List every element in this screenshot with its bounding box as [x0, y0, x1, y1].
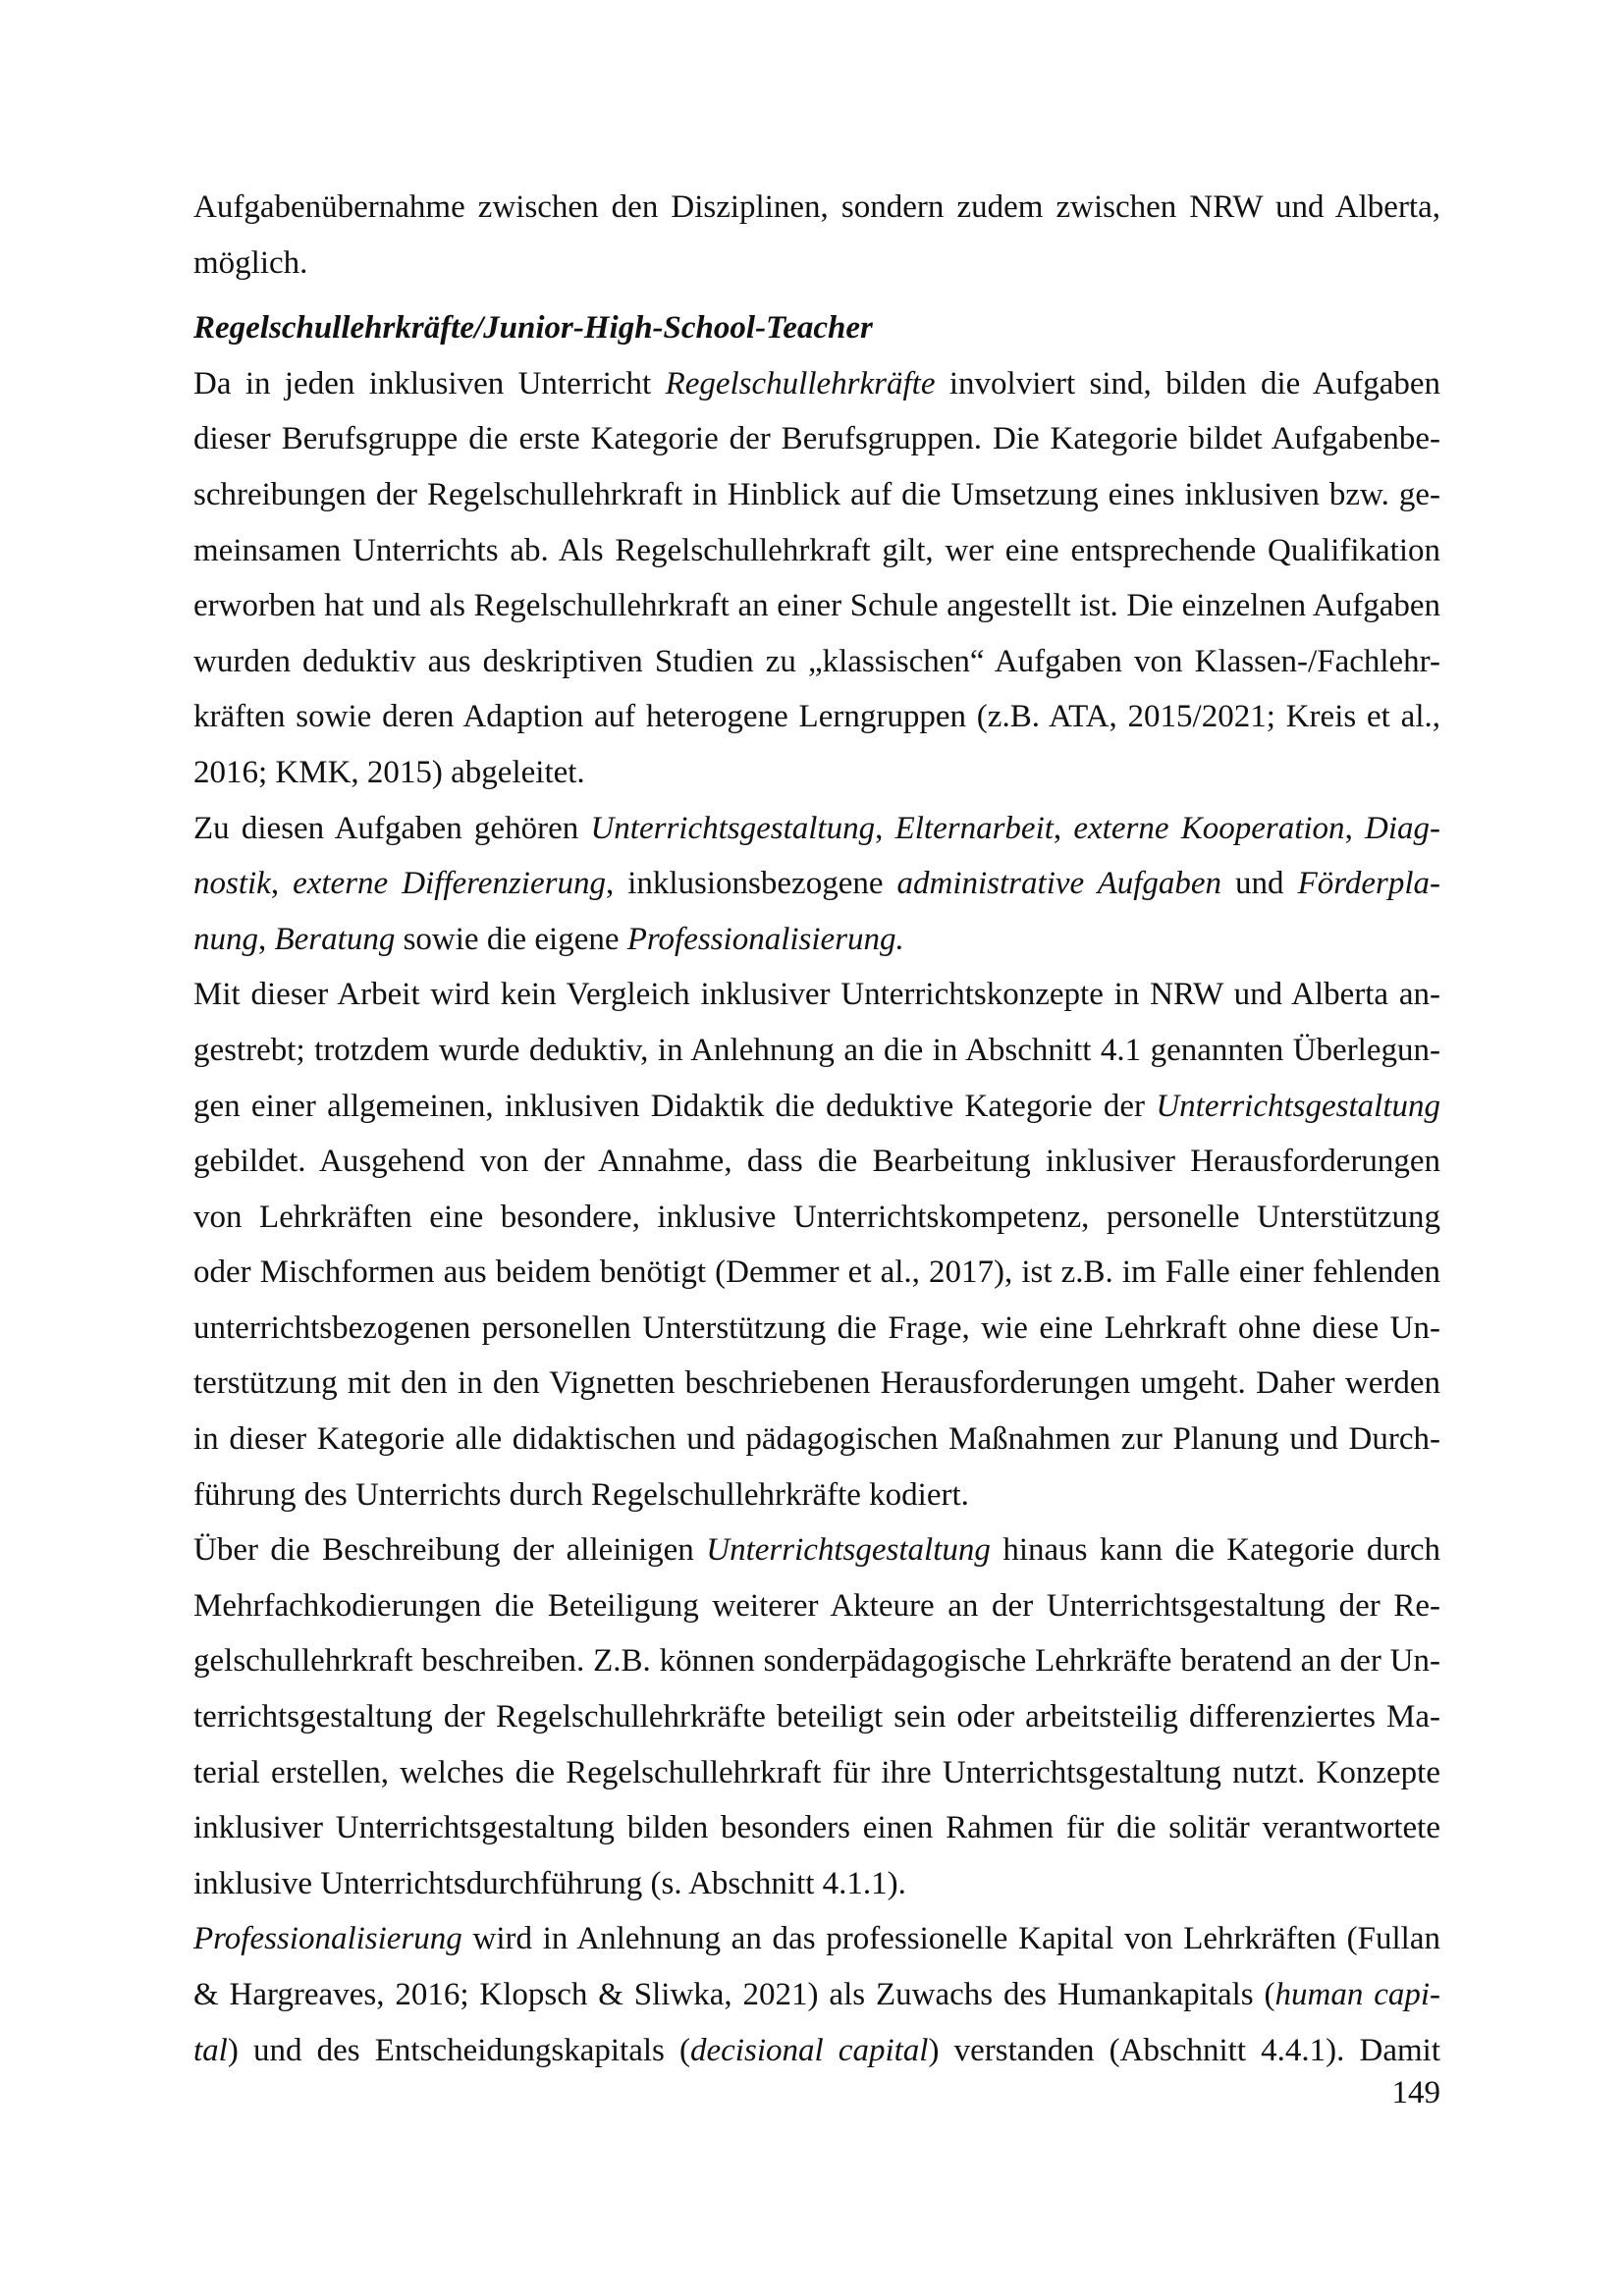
text-line: terstützung mit den in den Vignetten beschriebenen Herausforderungen umgeht. Daher werden: [193, 1365, 1440, 1402]
text-line: Da in jeden inklusiven Unterricht Regelschullehrkräfte involviert sind, bilden die Aufgaben: [193, 365, 1440, 401]
text-line: Über die Beschreibung der alleinigen Unterrichtsgestaltung hinaus kann die Kategorie durch: [193, 1532, 1440, 1569]
page-number: 149: [1391, 2075, 1440, 2110]
text-line: inklusiver Unterrichtsgestaltung bilden besonders einen Rahmen für die solitär verantwortete: [193, 1810, 1440, 1846]
text-line: erworben hat und als Regelschullehrkraft an einer Schule angestellt ist. Die einzelnen Aufgaben: [193, 588, 1440, 624]
text-line: gestrebt; trotzdem wurde deduktiv, in Anlehnung an die in Abschnitt 4.1 genannten Überlegun-: [193, 1032, 1440, 1068]
document-body: [193, 180, 1440, 2078]
text-line: gen einer allgemeinen, inklusiven Didaktik die deduktive Kategorie der Unterrichtsgestaltung: [193, 1088, 1440, 1124]
text-line: führung des Unterrichts durch Regelschullehrkräfte kodiert.: [193, 1476, 969, 1513]
text-line: 2016; KMK, 2015) abgeleitet.: [193, 754, 585, 790]
paragraph: [193, 180, 1440, 291]
paragraph: [193, 801, 1440, 968]
text-line: gebildet. Ausgehend von der Annahme, dass die Bearbeitung inklusiver Herausforderungen: [193, 1144, 1440, 1180]
text-line: tal) und des Entscheidungskapitals (decisional capital) verstanden (Abschnitt 4.4.1). Damit: [193, 2032, 1441, 2068]
paragraph: [193, 1522, 1440, 1911]
text-line: oder Mischformen aus beidem benötigt (Demmer et al., 2017), ist z.B. im Falle einer fehlenden: [193, 1255, 1440, 1291]
text-line: Zu diesen Aufgaben gehören Unterrichtsgestaltung, Elternarbeit, externe Kooperation, Diag-: [193, 810, 1441, 846]
paragraph: [193, 967, 1440, 1522]
text-line: terial erstellen, welches die Regelschullehrkraft für ihre Unterrichtsgestaltung nutzt. Konzepte: [193, 1754, 1440, 1790]
text-line: meinsamen Unterrichts ab. Als Regelschullehrkraft gilt, wer eine entsprechende Qualifikation: [193, 532, 1440, 568]
paragraph: [193, 1911, 1440, 2078]
text-line: Mehrfachkodierungen die Beteiligung weiterer Akteure an der Unterrichtsgestaltung der Re-: [193, 1587, 1440, 1624]
text-line: gelschullehrkraft beschreiben. Z.B. können sonderpädagogische Lehrkräfte beratend an der Un-: [193, 1643, 1440, 1680]
text-line: möglich.: [193, 244, 308, 281]
section-heading: Regelschullehrkräfte/Junior-High-School-Teacher: [193, 310, 873, 347]
text-line: wurden deduktiv aus deskriptiven Studien zu „klassischen“ Aufgaben von Klassen-/Fachlehr-: [193, 643, 1440, 679]
text-line: terrichtsgestaltung der Regelschullehrkräfte beteiligt sein oder arbeitsteilig differenziertes Ma-: [193, 1699, 1440, 1735]
text-line: nostik, externe Differenzierung, inklusionsbezogene administrative Aufgaben und Förderpla-: [193, 866, 1441, 902]
paragraph: [193, 356, 1440, 801]
text-line: Aufgabenübernahme zwischen den Disziplinen, sondern zudem zwischen NRW und Alberta,: [193, 189, 1440, 225]
text-line: nung, Beratung sowie die eigene Professionalisierung.: [193, 921, 904, 957]
text-line: unterrichtsbezogenen personellen Unterstützung die Frage, wie eine Lehrkraft ohne diese Un-: [193, 1309, 1440, 1346]
text-line: Professionalisierung wird in Anlehnung an das professionelle Kapital von Lehrkräften (Fullan: [193, 1921, 1440, 1957]
text-line: in dieser Kategorie alle didaktischen und pädagogischen Maßnahmen zur Planung und Durch-: [193, 1421, 1440, 1458]
text-line: Mit dieser Arbeit wird kein Vergleich inklusiver Unterrichtskonzepte in NRW und Alberta an-: [193, 977, 1440, 1013]
text-line: dieser Berufsgruppe die erste Kategorie der Berufsgruppen. Die Kategorie bildet Aufgabenbe-: [193, 421, 1440, 457]
text-line: schreibungen der Regelschullehrkraft in Hinblick auf die Umsetzung eines inklusiven bzw. ge-: [193, 476, 1440, 512]
text-line: von Lehrkräften eine besondere, inklusive Unterrichtskompetenz, personelle Unterstützung: [193, 1199, 1440, 1235]
text-line: kräften sowie deren Adaption auf heterogene Lerngruppen (z.B. ATA, 2015/2021; Kreis et al.,: [193, 699, 1440, 735]
text-line: inklusive Unterrichtsdurchführung (s. Abschnitt 4.1.1).: [193, 1865, 906, 1901]
text-line: & Hargreaves, 2016; Klopsch & Sliwka, 2021) als Zuwachs des Humankapitals (human capi-: [193, 1977, 1440, 2012]
